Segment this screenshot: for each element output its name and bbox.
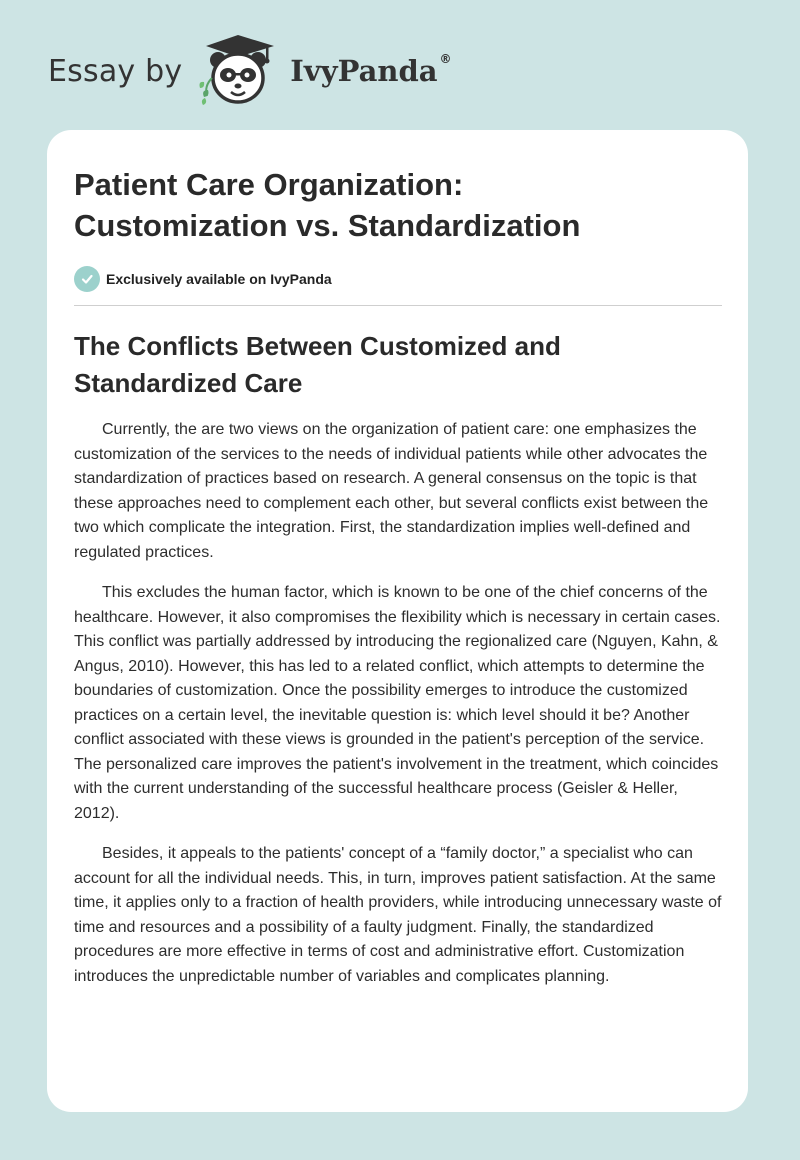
- essay-card: [47, 130, 748, 1112]
- page-title-line-2: Customization vs. Standardization: [74, 208, 581, 243]
- section-heading: [74, 328, 722, 402]
- paragraph-3: Besides, it appeals to the patients' concept of a “family doctor,” a specialist who can account for all the individual needs. This, in turn, improves patient satisfaction. At the same time, it applies only to a fraction of health providers, while introducing unnecessary waste of time and resources and a possibility of a faulty judgment. Finally, the standardized procedures are more effective in terms of cost and administrative effort. Customization introduces the unpredictable number of variables and complicates planning.: [74, 845, 722, 985]
- brand-name[interactable]: IvyPanda: [290, 54, 438, 88]
- exclusive-badge: [74, 266, 722, 292]
- checkmark-icon: [74, 266, 100, 292]
- paragraph-1: Currently, the are two views on the organization of patient care: one emphasizes the customization of the services to the needs of individual patients while other advocates the standardization of practices based on research. A general consensus on the topic is that these approaches need to complement each other, but several conflicts exist between the two which complicate the integration. First, the standardization implies well-defined and regulated practices.: [74, 421, 709, 561]
- section-heading-line-1: The Conflicts Between Customized and: [74, 331, 561, 361]
- registered-mark: ®: [439, 52, 452, 66]
- essay-body: [74, 418, 722, 989]
- ivypanda-logo-icon[interactable]: [190, 34, 286, 108]
- divider: [74, 305, 722, 306]
- paragraph-2: This excludes the human factor, which is known to be one of the chief concerns of the healthcare. However, it also compromises the flexibility which is necessary in certain cases. This conflict was partially addressed by introducing the regionalized care (Nguyen, Kahn, & Angus, 2010). However, this has led to a related conflict, which attempts to determine the boundaries of customization. Once the possibility emerges to introduce the customized practices on a certain level, the inevitable question is: which level should it be? Another conflict associated with these views is grounded in the patient's perception of the service. The personalized care improves the patient's involvement in the treatment, which coincides with the current understanding of the successful healthcare process (Geisler & Heller, 2012).: [74, 584, 721, 822]
- essay-by-label: Essay by: [48, 53, 183, 89]
- section-heading-line-2: Standardized Care: [74, 368, 303, 398]
- badge-text: Exclusively available on IvyPanda: [106, 271, 332, 287]
- page-title: [74, 164, 722, 246]
- site-header: [48, 34, 452, 108]
- page-title-line-1: Patient Care Organization:: [74, 167, 464, 202]
